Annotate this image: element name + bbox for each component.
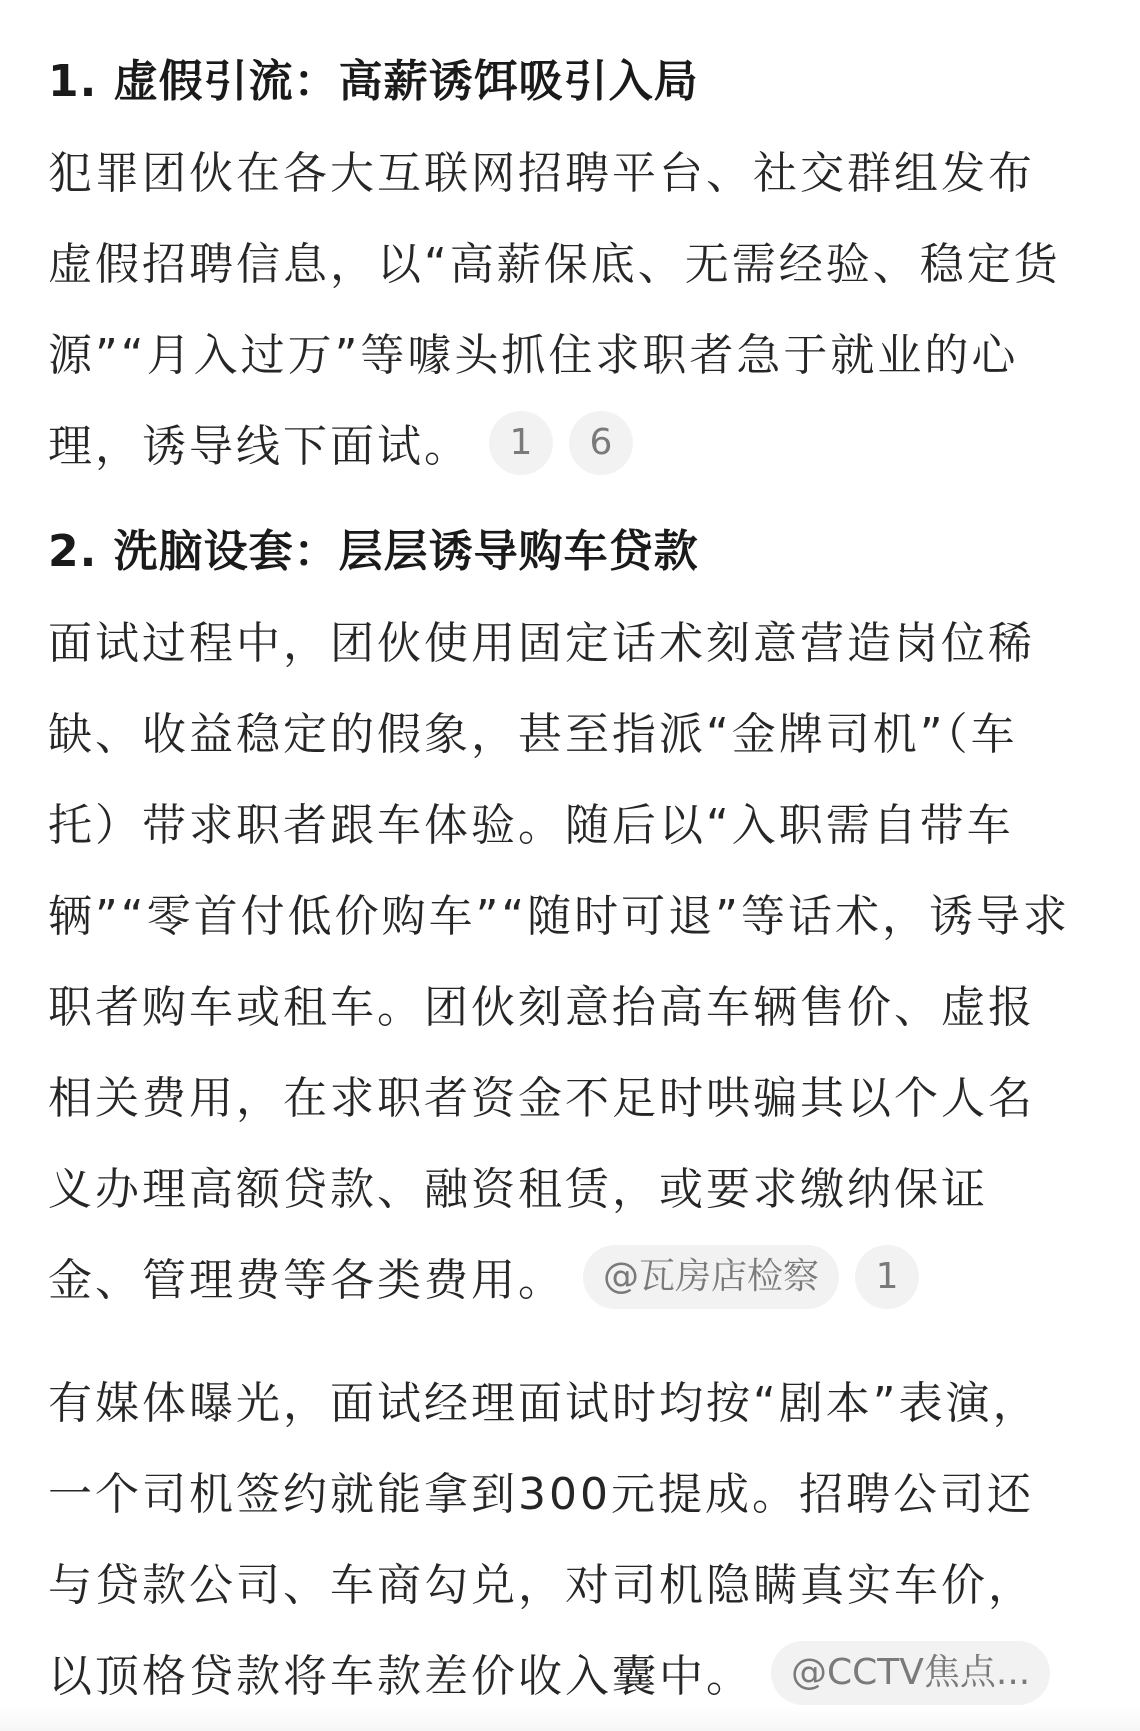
section-paragraph-2 — [48, 598, 1108, 1326]
paragraph-line: 缺、收益稳定的假象，甚至指派“金牌司机”（车 — [48, 709, 1018, 760]
section-heading-1: 1. 虚假引流：高薪诱饵吸引入局 — [48, 56, 699, 107]
paragraph-line: 与贷款公司、车商勾兑，对司机隐瞒真实车价， — [48, 1560, 1035, 1611]
citation-chip[interactable]: 1 — [489, 411, 553, 475]
paragraph-line: 义办理高额贷款、融资租赁，或要求缴纳保证 — [48, 1164, 988, 1215]
paragraph-line: 托）带求职者跟车体验。随后以“入职需自带车 — [48, 800, 1014, 851]
source-chip[interactable]: @瓦房店检察 — [583, 1245, 839, 1309]
spacer — [48, 1326, 1108, 1358]
paragraph-line-text: 以顶格贷款将车款差价收入囊中。 — [48, 1651, 753, 1702]
source-chip[interactable]: @CCTV焦点... — [771, 1641, 1050, 1705]
bottom-fade — [0, 1707, 1140, 1731]
paragraph-line: 虚假招聘信息，以“高薪保底、无需经验、稳定货 — [48, 239, 1061, 290]
paragraph-line: 犯罪团伙在各大互联网招聘平台、社交群组发布 — [48, 148, 1035, 199]
section-heading-2: 2. 洗脑设套：层层诱导购车贷款 — [48, 526, 699, 577]
paragraph-line — [48, 401, 1108, 492]
paragraph-line: 一个司机签约就能拿到300元提成。招聘公司还 — [48, 1469, 1034, 1520]
paragraph-line: 面试过程中，团伙使用固定话术刻意营造岗位稀 — [48, 618, 1035, 669]
article-body — [48, 0, 1108, 1722]
paragraph-line-text: 金、管理费等各类费用。 — [48, 1255, 565, 1306]
paragraph-line: 相关费用，在求职者资金不足时哄骗其以个人名 — [48, 1073, 1035, 1124]
paragraph-line-text: 理，诱导线下面试。 — [48, 421, 471, 472]
paragraph-line: 职者购车或租车。团伙刻意抬高车辆售价、虚报 — [48, 982, 1035, 1033]
citation-chip[interactable]: 6 — [569, 411, 633, 475]
citation-chip[interactable]: 1 — [855, 1245, 919, 1309]
paragraph-line: 源”“月入过万”等噱头抓住求职者急于就业的心 — [48, 330, 1019, 381]
section-paragraph-3 — [48, 1358, 1108, 1722]
section-paragraph-1 — [48, 128, 1108, 492]
paragraph-line — [48, 1235, 1108, 1326]
paragraph-line: 有媒体曝光，面试经理面试时均按“剧本”表演， — [48, 1378, 1040, 1429]
paragraph-line: 辆”“零首付低价购车”“随时可退”等话术，诱导求 — [48, 891, 1070, 942]
